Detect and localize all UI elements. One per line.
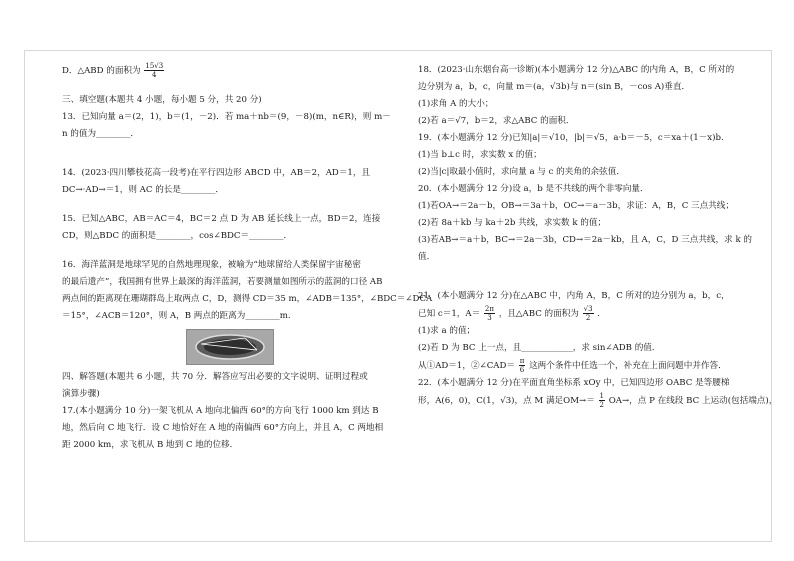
fraction <box>144 62 164 79</box>
question-21-choice-post: 这两个条件中任选一个，补充在上面问题中并作答． <box>529 361 727 371</box>
fraction-denominator: 3 <box>487 314 492 322</box>
question-15-line2: CD，则△BDC 的面积是________，cos∠BDC＝________． <box>62 231 293 241</box>
fraction-denominator: 6 <box>519 366 525 374</box>
question-16-line3: 两点间的距离现在珊瑚群岛上取两点 C，D，测得 CD＝35 m，∠ADB＝135°，∠BDC＝∠DCA <box>62 294 433 304</box>
question-21-choice <box>418 357 744 375</box>
question-20-part2: (2)若 8a＋kb 与 ka＋2b 共线，求实数 k 的值； <box>418 218 607 228</box>
question-14-line2: DC→·AD→＝1，则 AC 的长是________． <box>62 185 224 195</box>
fraction-numerator: π <box>519 357 525 365</box>
question-15-line1: 15．已知△ABC，AB＝AC＝4，BC＝2 点 D 为 AB 延长线上一点，BD＝2，连接 <box>62 214 381 224</box>
right-column <box>418 62 778 410</box>
question-21-part2: (2)若 D 为 BC 上一点，且____________，求 sin∠ADB 的值． <box>418 343 661 353</box>
question-22-line2 <box>418 392 778 410</box>
fraction <box>583 305 594 322</box>
question-19-part2: (2)当|c|取最小值时，求向量 a 与 c 的夹角的余弦值． <box>418 167 625 177</box>
question-17-line3: 距 2000 km，求飞机从 B 地到 C 地的位移． <box>62 440 239 450</box>
fraction-denominator: 2 <box>585 314 591 322</box>
question-17-line1: 17.(本小题满分 10 分)一架飞机从 A 地向北偏西 60°的方向飞行 1000 km 到达 B <box>62 406 379 416</box>
question-21-line2-pre: 已知 c＝1，A＝ <box>418 309 481 319</box>
question-21-part1: (1)求 a 的值； <box>418 326 476 336</box>
question-18-line2: 边分别为 a，b，c，向量 m＝(a，√3b)与 n＝(sin B，－cos A)垂直． <box>418 82 691 92</box>
section-4-heading-line2: 演算步骤) <box>62 389 100 399</box>
section-3-heading: 三、填空题(本题共 4 小题，每小题 5 分，共 20 分) <box>62 95 262 105</box>
fraction-numerator: 1 <box>599 392 604 400</box>
section-4-heading-line1: 四、解答题(本题共 6 小题，共 70 分．解答应写出必要的文字说明、证明过程或 <box>62 372 368 382</box>
question-21-line2 <box>418 305 744 323</box>
fraction-denominator: 2 <box>599 401 604 409</box>
question-16-line2: 的最后遗产”，我国拥有世界上最深的海洋蓝洞，若要测量如图所示的蓝洞的口径 AB <box>62 277 383 287</box>
question-18-line1: 18．(2023·山东烟台高一诊断)(本小题满分 12 分)△ABC 的内角 A，B，C 所对的 <box>418 65 735 75</box>
question-20-part1: (1)若OA→＝2a－b，OB→＝3a＋b，OC→＝a－3b，求证：A，B，C 三点共线； <box>418 201 734 211</box>
fraction-numerator: √3 <box>583 305 593 313</box>
fraction-numerator: 15√3 <box>145 62 164 70</box>
fraction <box>519 357 526 374</box>
blue-hole-illustration <box>187 330 273 364</box>
question-14-line1: 14．(2023·四川攀枝花高一段考)在平行四边形 ABCD 中，AB＝2，AD＝1，且 <box>62 168 371 178</box>
fraction <box>484 305 495 322</box>
question-20-part3-line1: (3)若AB→＝a＋b，BC→＝2a－3b，CD→＝2a－kb，且 A，C，D 三点共线，求 k 的 <box>418 235 752 245</box>
question-13-line2: n 的值为________． <box>62 129 140 139</box>
question-18-part2: (2)若 a＝√7，b＝2，求△ABC 的面积． <box>418 116 575 126</box>
question-13-line1: 13．已知向量 a＝(2，1)，b＝(1，－2)．若 ma＋nb＝(9，－8)(m，n∈R)，则 m－ <box>62 112 391 122</box>
question-20-part3-line2: 值． <box>418 252 436 262</box>
question-19-line1: 19．(本小题满分 12 分)已知|a|＝√10，|b|＝√5，a·b＝－5，c＝xa＋(1－x)b. <box>418 133 724 143</box>
question-22-line2-pre: 形，A(6，0)，C(1，√3)，点 M 满足OM→＝ <box>418 396 595 406</box>
left-column <box>62 62 433 454</box>
question-16-line1: 16．海洋蓝洞是地球罕见的自然地理现象，被喻为“地球留给人类保留宇宙秘密 <box>62 260 361 270</box>
question-22-line2-post: OA→，点 P 在线段 BC 上运动(包括端点)， <box>608 396 778 406</box>
fraction-numerator: 2π <box>484 305 494 313</box>
question-22-line1: 22．(本小题满分 12 分)在平面直角坐标系 xOy 中，已知四边形 OABC 是等腰梯 <box>418 378 730 388</box>
blue-hole-photo <box>186 329 274 365</box>
option-d-text: D．△ABD 的面积为 <box>62 66 141 76</box>
question-20-line1: 20．(本小题满分 12 分)设 a，b 是不共线的两个非零向量． <box>418 184 649 194</box>
question-18-part1: (1)求角 A 的大小； <box>418 99 494 109</box>
fraction-denominator: 4 <box>152 71 157 79</box>
question-21-line2-mid: ，且△ABC 的面积为 <box>498 309 579 319</box>
option-d <box>62 62 374 80</box>
question-17-line2: 地，然后向 C 地飞行．设 C 地恰好在 A 地的南偏西 60°方向上，并且 A，C 两地相 <box>62 423 384 433</box>
question-21-line2-post: ． <box>597 309 606 319</box>
question-19-part1: (1)当 b⊥c 时，求实数 x 的值； <box>418 150 542 160</box>
question-21-line1: 21．(本小题满分 12 分)在△ABC 中，内角 A，B，C 所对的边分别为 a，b，c， <box>418 291 730 301</box>
question-16-line4: ＝15°，∠ACB＝120°，则 A，B 两点的距离为________m. <box>62 311 291 321</box>
question-21-choice-pre: 从①AD＝1，②∠CAD＝ <box>418 361 515 371</box>
fraction <box>599 392 605 409</box>
